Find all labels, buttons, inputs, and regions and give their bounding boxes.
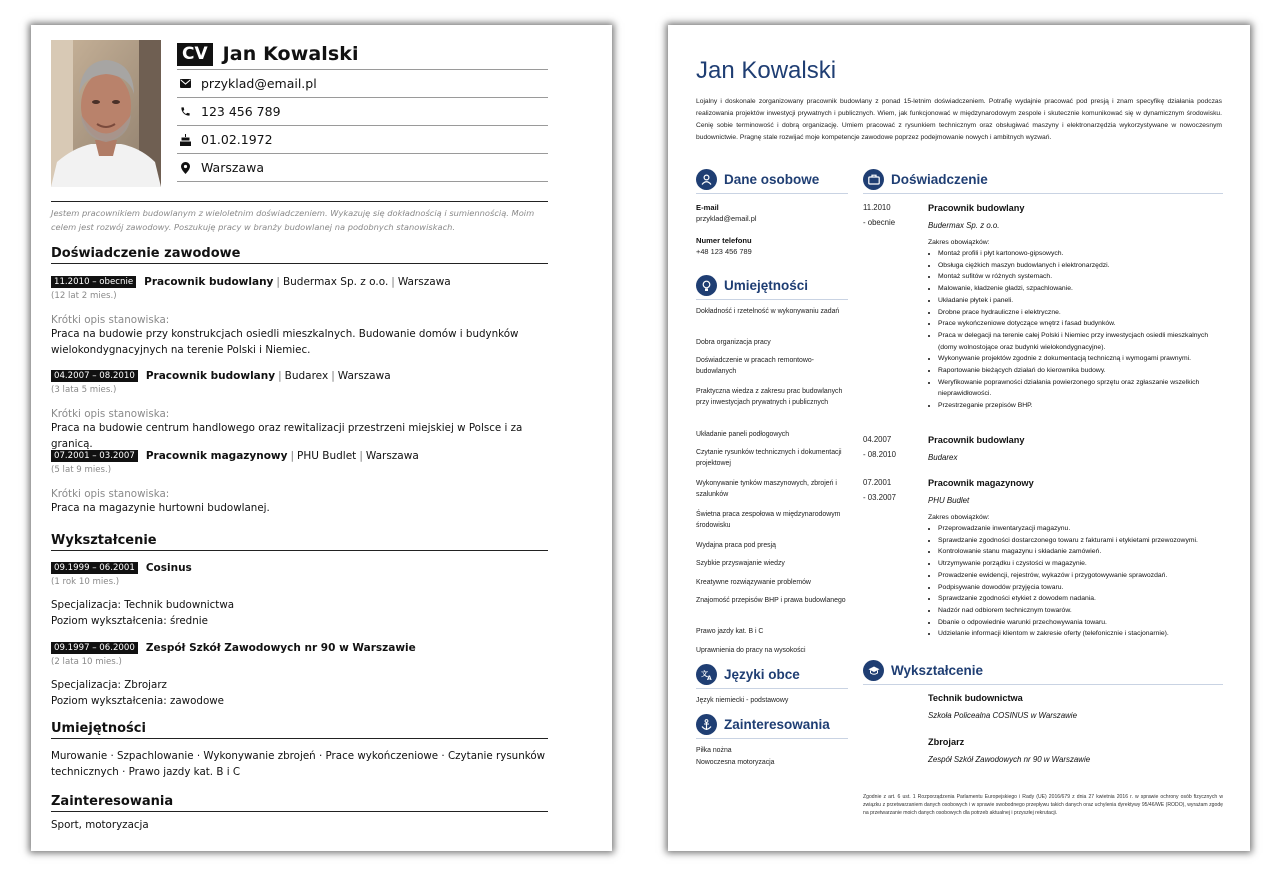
section-title-text: Języki obce	[724, 667, 800, 682]
email-value: przyklad@email.pl	[696, 214, 757, 223]
job-city: Warszawa	[397, 276, 451, 288]
duty-item: • Udzielanie informacji klientom w zakresie oferty (telefonicznie i stacjonarnie).	[938, 628, 1223, 640]
education-duration: (1 rok 10 mies.)	[51, 577, 120, 587]
education-school: Zespół Szkół Zawodowych nr 90 w Warszawie	[145, 642, 416, 654]
skill-item: Wydajna praca pod presją	[696, 542, 776, 549]
duty-item: • Dbanie o odpowiednie warunki przechowywania towaru.	[938, 617, 1223, 629]
education-level: Poziom wykształcenia: zawodowe	[51, 694, 224, 707]
translate-icon	[696, 664, 717, 685]
education-dates: 09.1997 – 06.2000	[51, 642, 138, 654]
duty-item: • Przestrzeganie przepisów BHP.	[938, 400, 1223, 412]
education-title: Technik budownictwa	[928, 693, 1023, 703]
job-desc-label: Krótki opis stanowiska:	[51, 488, 170, 500]
skill-item: Świetna praca zespołowa w międzynarodowym środowisku	[696, 511, 841, 530]
job-date-to: - obecnie	[863, 217, 896, 227]
duty-item: • Kontrolowanie stanu magazynu i składanie zamówień.	[938, 546, 1223, 558]
job-title: Pracownik magazynowy	[145, 450, 288, 462]
contact-city-row	[177, 154, 548, 182]
job-date-to: - 03.2007	[863, 492, 896, 502]
duty-item: • Układanie płytek i paneli.	[938, 295, 1223, 307]
contact-birthdate: 01.02.1972	[201, 132, 273, 147]
job-company: Budarex	[928, 453, 958, 462]
candidate-name: Jan Kowalski	[222, 43, 359, 65]
intro-text: Jestem pracownikiem budowlanym z wieloletnim doświadczeniem. Wykazuję się dokładnością i sumiennością. Moim celem jest rozwój zawodowy. Poszukuję pracy w branży budowlanej na podobnych stanowiskach.	[51, 208, 535, 232]
section-title-interests	[696, 714, 848, 739]
skill-item: Wykonywanie tynków maszynowych, zbrojeń i szalunków	[696, 480, 837, 499]
job-entry: 04.2007 – 08.2010 Pracownik budowlany | Budarex | Warszawa (3 lata 5 mies.) Krótki opis stanowiska: Praca na budowie centrum handlowego oraz rewitalizacji przestrzeni miejskiej w Polsce i za granicą.	[51, 369, 548, 452]
job-dates	[863, 201, 918, 230]
contact-birthdate-row	[177, 126, 548, 154]
gdpr-clause: Zgodnie z art. 6 ust. 1 Rozporządzenia Parlamentu Europejskiego i Rady (UE) 2016/679 z dnia 27 kwietnia 2016 r. w sprawie ochrony osób fizycznych w związku z przetwarzaniem danych osobowych i w sprawie swobodnego przepływu takich danych oraz uchylenia dyrektywy 95/46/WE (RODO), wyrażam zgodę na przetwarzanie moich danych osobowych dla potrzeb aktualnej i przyszłej rekrutacji.	[863, 794, 1223, 816]
duty-item: • Podpisywanie dowodów przyjęcia towaru.	[938, 582, 1223, 594]
section-title-text: Dane osobowe	[724, 172, 820, 187]
job-duration: (12 lat 2 mies.)	[51, 291, 117, 301]
section-title-education	[863, 660, 1223, 685]
education-entry	[51, 561, 548, 629]
job-dates	[863, 476, 918, 505]
job-desc: Praca na budowie centrum handlowego oraz rewitalizacji przestrzeni miejskiej w Polsce i za granicą.	[51, 422, 523, 450]
cv-page-left	[31, 25, 612, 851]
duty-item: • Montaż sufitów w różnych systemach.	[938, 271, 1223, 283]
job-entry: 11.2010 – obecnie Pracownik budowlany | Budermax Sp. z o.o. | Warszawa (12 lat 2 mies.) Krótki opis stanowiska: Praca na budowie przy konstrukcjach osiedli mieszkalnych. Budowanie domów i budynków wielokondygnacyjnych na terenie Polski i Niemiec.	[51, 275, 548, 358]
cv-header	[177, 39, 548, 70]
duty-item: • Nadzór nad odbiorem technicznym towarów.	[938, 605, 1223, 617]
job-company: Budermax Sp. z o.o.	[928, 221, 1000, 230]
header-divider	[51, 201, 548, 202]
section-title-text: Umiejętności	[724, 278, 809, 293]
duty-item: • Montaż profili i płyt kartonowo-gipsowych.	[938, 248, 1223, 260]
envelope-icon	[179, 78, 191, 90]
job-date-to: - 08.2010	[863, 449, 896, 459]
job-duties-list	[928, 248, 1223, 412]
section-title-education: Wykształcenie	[51, 533, 548, 551]
anchor-icon	[696, 714, 717, 735]
job-duties-label: Zakres obowiązków:	[928, 239, 990, 246]
job-dates: 07.2001 – 03.2007	[51, 450, 138, 462]
education-duration: (2 lata 10 mies.)	[51, 657, 122, 667]
job-date-from: 07.2001	[863, 478, 892, 487]
svg-text:文: 文	[700, 670, 708, 678]
contact-email: przyklad@email.pl	[201, 76, 317, 91]
skill-item: Uprawnienia do pracy na wysokości	[696, 647, 806, 654]
job-city: Warszawa	[365, 450, 419, 462]
location-pin-icon	[179, 162, 191, 174]
skill-item: Doświadczenie w pracach remontowo-budowlanych	[696, 357, 814, 376]
skill-item: Szybkie przyswajanie wiedzy	[696, 560, 785, 567]
job-company: Budermax Sp. z o.o.	[282, 276, 389, 288]
duty-item: • Prace wykończeniowe dotyczące wnętrz i fasad budynków.	[938, 318, 1223, 330]
job-dates	[863, 433, 918, 462]
contact-phone-row	[177, 98, 548, 126]
duty-item: • Malowanie, kładzenie gładzi, szpachlowanie.	[938, 283, 1223, 295]
education-title: Zbrojarz	[928, 737, 965, 747]
job-date-from: 11.2010	[863, 203, 891, 212]
cv-page-right	[668, 25, 1250, 851]
duty-item: • Raportowanie bieżących działań do kierownika budowy.	[938, 365, 1223, 377]
skill-item: Znajomość przepisów BHP i prawa budowlanego	[696, 597, 846, 604]
svg-text:A: A	[706, 675, 712, 680]
job-dates: 04.2007 – 08.2010	[51, 370, 138, 382]
skill-item: Prawo jazdy kat. B i C	[696, 628, 764, 635]
profile-photo	[51, 40, 161, 187]
job-desc-label: Krótki opis stanowiska:	[51, 314, 170, 326]
section-title-personal	[696, 169, 848, 194]
section-title-experience: Doświadczenie zawodowe	[51, 246, 548, 264]
education-spec: Specjalizacja: Zbrojarz	[51, 679, 167, 691]
user-icon	[696, 169, 717, 190]
contact-phone: 123 456 789	[201, 104, 281, 119]
skills-list	[51, 749, 548, 780]
interest-item: Nowoczesna motoryzacja	[696, 759, 775, 766]
education-level: Poziom wykształcenia: średnie	[51, 614, 208, 627]
job-title: Pracownik budowlany	[145, 370, 276, 382]
interests-text: Sport, motoryzacja	[51, 819, 149, 831]
skills-line: technicznych · Prawo jazdy kat. B i C	[51, 765, 241, 778]
job-company: PHU Budlet	[297, 450, 357, 462]
duty-item: • Sprawdzanie zgodności dostarczonego towaru z fakturami i etykietami przewozowymi.	[938, 535, 1223, 547]
duty-item: • Drobne prace hydrauliczne i elektryczne.	[938, 307, 1223, 319]
phone-label: Numer telefonu	[696, 235, 752, 245]
job-company: Budarex	[284, 370, 329, 382]
job-title: Pracownik budowlany	[928, 203, 1025, 213]
job-duties-label: Zakres obowiązków:	[928, 514, 990, 521]
job-title: Pracownik budowlany	[928, 435, 1025, 445]
language-item: Język niemiecki - podstawowy	[696, 697, 789, 704]
job-duration: (3 lata 5 mies.)	[51, 385, 117, 395]
job-dates: 11.2010 – obecnie	[51, 276, 136, 288]
education-spec: Specjalizacja: Technik budownictwa	[51, 599, 235, 611]
section-title-text: Zainteresowania	[724, 717, 830, 732]
candidate-name: Jan Kowalski	[696, 57, 837, 84]
education-school: Cosinus	[145, 562, 192, 574]
job-duties-list	[928, 523, 1223, 640]
section-title-skills: Umiejętności	[51, 721, 548, 739]
email-label: E-mail	[696, 203, 719, 212]
duty-item: • Prowadzenie ewidencji, rejestrów, wykazów i przygotowywanie sprawozdań.	[938, 570, 1223, 582]
skill-item: Układanie paneli podłogowych	[696, 431, 790, 438]
skill-item: Praktyczna wiedza z zakresu prac budowlanych przy inwestycjach prywatnych i publicznych	[696, 388, 843, 407]
interest-item: Piłka nożna	[696, 747, 732, 754]
job-title: Pracownik magazynowy	[928, 478, 1034, 488]
cv-badge: CV	[177, 43, 213, 66]
section-title-interests: Zainteresowania	[51, 794, 548, 812]
job-title: Pracownik budowlany	[144, 276, 274, 288]
skill-item: Dokładność i rzetelność w wykonywaniu zadań	[696, 308, 840, 315]
job-city: Warszawa	[337, 370, 391, 382]
duty-item: • Weryfikowanie poprawności działania powierzonego sprzętu oraz zgłaszanie wszelkich nieprawidłowości.	[938, 377, 1223, 400]
lightbulb-icon	[696, 275, 717, 296]
intro-text: Lojalny i doskonale zorganizowany pracownik budowlany z ponad 15-letnim doświadczeniem. Potrafię wydajnie pracować pod presją i znam specyfikę działania podczas realizowania projektów inwestycji prywatnych i publicznych. Wiem, jak funkcjonować w międzynarodowym zespole i skutecznie komunikować się w dynamicznym środowisku. Cenię sobie terminowość i dobrą organizację. Umiem pracować z rysunkiem technicznym oraz obsługiwać maszyny i elektronarzędzia wykorzystywane w nowoczesnym budownictwie. Pragnę stale rozwijać moje kompetencje zawodowe poprzez podejmowanie nowych i ambitnych wyzwań.	[696, 98, 1222, 142]
briefcase-icon	[863, 169, 884, 190]
job-desc-label: Krótki opis stanowiska:	[51, 408, 170, 420]
job-company: PHU Budlet	[928, 496, 970, 505]
section-title-text: Doświadczenie	[891, 172, 988, 187]
personal-data	[696, 202, 848, 257]
duty-item: • Przeprowadzanie inwentaryzacji magazynu.	[938, 523, 1223, 535]
duty-item: • Wykonywanie projektów zgodnie z dokumentacją techniczną i wymogami prawnymi.	[938, 353, 1223, 365]
phone-icon	[179, 106, 191, 118]
birthday-cake-icon	[179, 134, 191, 146]
contact-email-row	[177, 70, 548, 98]
skill-item: Dobra organizacja pracy	[696, 339, 771, 346]
skill-item: Czytanie rysunków technicznych i dokumentacji projektowej	[696, 449, 842, 468]
job-entry: 07.2001 – 03.2007 Pracownik magazynowy | PHU Budlet | Warszawa (5 lat 9 mies.) Krótki opis stanowiska: Praca na magazynie hurtowni budowlanej.	[51, 449, 548, 517]
section-title-languages	[696, 664, 848, 689]
duty-item: • Praca w delegacji na terenie całej Polski i Niemiec przy inwestycjach osiedli mieszkalnych (domy wolnostojące oraz budynki wielokondygnacyjne).	[938, 330, 1223, 353]
contact-city: Warszawa	[201, 160, 264, 175]
section-title-skills	[696, 275, 848, 300]
education-entry	[51, 641, 548, 709]
skills-line: Murowanie · Szpachlowanie · Wykonywanie zbrojeń · Prace wykończeniowe · Czytanie rysunków	[51, 750, 546, 762]
education-dates: 09.1999 – 06.2001	[51, 562, 138, 574]
duty-item: • Utrzymywanie porządku i czystości w magazynie.	[938, 558, 1223, 570]
skill-item: Kreatywne rozwiązywanie problemów	[696, 579, 811, 586]
section-title-experience	[863, 169, 1223, 194]
duty-item: • Sprawdzanie zgodności etykiet z dowodem nadania.	[938, 593, 1223, 605]
job-desc: Praca na budowie przy konstrukcjach osiedli mieszkalnych. Budowanie domów i budynków wielokondygnacyjnych na terenie Polski i Niemiec.	[51, 328, 519, 356]
job-desc: Praca na magazynie hurtowni budowlanej.	[51, 502, 270, 514]
education-school: Zespół Szkół Zawodowych nr 90 w Warszawie	[928, 755, 1091, 764]
section-title-text: Wykształcenie	[891, 663, 984, 678]
education-school: Szkoła Policealna COSINUS w Warszawie	[928, 711, 1077, 720]
job-duration: (5 lat 9 mies.)	[51, 465, 112, 475]
duty-item: • Obsługa ciężkich maszyn budowlanych i elektronarzędzi.	[938, 260, 1223, 272]
phone-value: +48 123 456 789	[696, 246, 752, 256]
job-date-from: 04.2007	[863, 435, 892, 444]
graduation-cap-icon	[863, 660, 884, 681]
